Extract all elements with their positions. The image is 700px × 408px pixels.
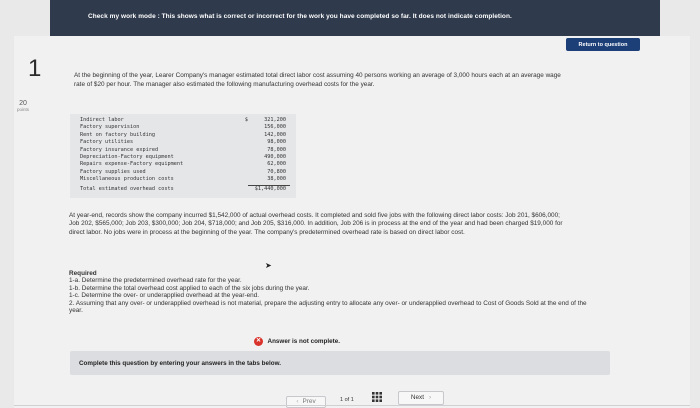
row-label: Indirect labor bbox=[80, 117, 124, 123]
table-row bbox=[80, 124, 292, 131]
points-label: points bbox=[16, 107, 29, 112]
row-label: Factory utilities bbox=[80, 139, 134, 146]
row-amount: 70,800 bbox=[267, 168, 286, 175]
instruction-text: Complete this question by entering your answers in the tabs below. bbox=[79, 360, 281, 367]
answer-status-text: Answer is not complete. bbox=[267, 338, 340, 346]
banner-text: Check my work mode : This shows what is correct or incorrect for the work you have completed so far. It does not indicate completion. bbox=[88, 13, 512, 20]
row-label: Factory supplies used bbox=[80, 168, 146, 175]
grid-icon[interactable] bbox=[372, 392, 382, 402]
prev-label: Prev bbox=[302, 398, 316, 405]
instruction-box bbox=[70, 351, 610, 375]
row-amount: 490,000 bbox=[264, 154, 286, 160]
row-label: Factory supervision bbox=[80, 124, 140, 131]
row-amount: 156,000 bbox=[264, 124, 286, 131]
year-end-paragraph: At year-end, records show the company incurred $1,542,000 of actual overhead costs. It completed and sold five jobs with the following direct labor costs: Job 201, $606,000; Job 202, $565,000; Job 203, $300,000; Job 204, $718,000; and Job 205, $316,000. In addition, Job 206 is in process at the end of the year and had been charged $19,000 for direct labor. No jobs were in process at the beginning of the year. The company's predetermined overhead rate is based on direct labor cost. bbox=[69, 212, 563, 236]
table-row bbox=[80, 176, 292, 183]
required-section bbox=[69, 270, 589, 314]
return-to-question-button[interactable]: Return to question bbox=[566, 38, 640, 51]
total-label: Total estimated overhead costs bbox=[80, 186, 174, 193]
prev-button[interactable] bbox=[286, 396, 326, 408]
row-label: Miscellaneous production costs bbox=[80, 176, 174, 183]
total-amount: $1,440,000 bbox=[254, 186, 286, 193]
row-label: Rent on factory building bbox=[80, 131, 155, 138]
table-row bbox=[80, 169, 292, 176]
table-row bbox=[80, 139, 292, 146]
chevron-right-icon: › bbox=[429, 394, 432, 401]
answer-status bbox=[254, 337, 340, 346]
table-row bbox=[80, 161, 292, 168]
chevron-left-icon: ‹ bbox=[296, 398, 299, 405]
question-intro: At the beginning of the year, Learer Company's manager estimated total direct labor cost assuming 40 persons working an average of 3,000 hours each at an average wage rate of $20 per hour. The manager also estimated the following manufacturing overhead costs for the year. bbox=[74, 72, 561, 88]
points-value: 20 bbox=[19, 100, 27, 107]
row-amount: 78,000 bbox=[267, 146, 286, 153]
mouse-cursor-icon: ➤ bbox=[265, 261, 272, 270]
points-indicator bbox=[12, 100, 34, 112]
dollar-sign: $ bbox=[244, 117, 248, 123]
row-amount: 321,200 bbox=[264, 117, 286, 123]
table-row bbox=[80, 154, 292, 161]
table-row bbox=[80, 132, 292, 139]
overhead-cost-table bbox=[70, 114, 296, 198]
row-label: Repairs expense-Factory equipment bbox=[80, 161, 184, 168]
divider bbox=[14, 405, 690, 406]
required-item: 1-c. Determine the over- or underapplied overhead at the year-end. bbox=[69, 292, 260, 300]
row-label: Depreciation-Factory equipment bbox=[80, 154, 174, 160]
row-amount: 98,000 bbox=[267, 139, 286, 146]
required-item: 1-b. Determine the total overhead cost applied to each of the six jobs during the year. bbox=[69, 284, 310, 292]
check-my-work-banner bbox=[50, 0, 660, 36]
row-label: Factory insurance expired bbox=[80, 146, 159, 153]
row-amount: 38,000 bbox=[267, 176, 286, 183]
required-title: Required bbox=[69, 270, 97, 277]
error-x-icon: ✕ bbox=[255, 338, 262, 344]
next-label: Next bbox=[410, 394, 424, 401]
question-number: 1 bbox=[28, 55, 42, 82]
row-amount: 142,000 bbox=[264, 131, 286, 138]
row-amount: 62,000 bbox=[267, 161, 286, 168]
required-item: 1-a. Determine the predetermined overhead rate for the year. bbox=[69, 277, 242, 285]
table-row bbox=[80, 147, 292, 154]
total-row bbox=[80, 186, 292, 193]
page-indicator: 1 of 1 bbox=[340, 397, 354, 403]
table-row bbox=[80, 117, 292, 124]
required-item: 2. Assuming that any over- or underapplied overhead is not material, prepare the adjusting entry to allocate any over- or underapplied overhead to Cost of Goods Sold at the end of the year. bbox=[69, 299, 587, 315]
next-button[interactable] bbox=[398, 391, 444, 405]
